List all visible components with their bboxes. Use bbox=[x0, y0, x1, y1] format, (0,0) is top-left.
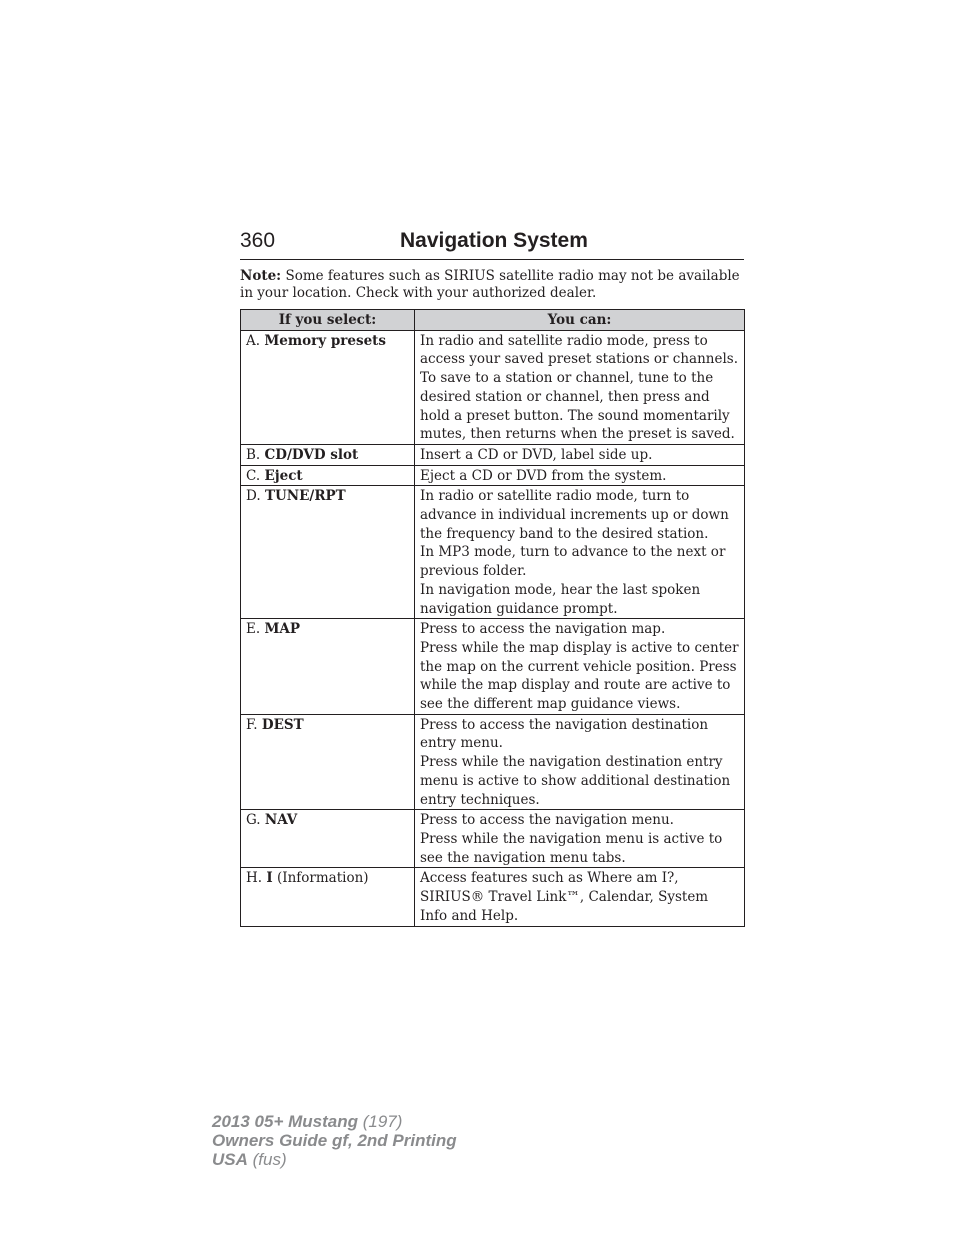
footer-guide: Owners Guide gf, 2nd Printing bbox=[212, 1131, 457, 1150]
control-letter: E. bbox=[246, 621, 261, 638]
action-description: Access features such as Where am I?, SIRIUS® Travel Link™, Calendar, System Info and Help. bbox=[420, 870, 709, 924]
control-name: MAP bbox=[264, 621, 301, 638]
table-row bbox=[241, 486, 745, 619]
action-description: Press while the navigation destination entry menu is active to show additional destination entry techniques. bbox=[420, 754, 731, 808]
control-cell bbox=[241, 486, 415, 619]
action-cell bbox=[415, 714, 745, 810]
footer-model: 2013 05+ Mustang bbox=[212, 1112, 358, 1131]
control-cell bbox=[241, 465, 415, 486]
note-text: Some features such as SIRIUS satellite radio may not be available in your location. Check with your authorized dealer. bbox=[240, 268, 740, 301]
control-cell bbox=[241, 444, 415, 465]
control-name-suffix: (Information) bbox=[277, 870, 369, 887]
action-cell bbox=[415, 619, 745, 715]
control-cell bbox=[241, 330, 415, 444]
action-description: Press to access the navigation map. bbox=[420, 621, 666, 638]
table-row bbox=[241, 619, 745, 715]
control-name: Memory presets bbox=[264, 332, 386, 349]
control-letter: H. bbox=[246, 870, 263, 887]
table-row bbox=[241, 444, 745, 465]
table-header-row bbox=[241, 310, 745, 331]
control-name: NAV bbox=[264, 812, 298, 829]
action-cell bbox=[415, 810, 745, 868]
footer-line-3 bbox=[212, 1150, 457, 1169]
control-name: I bbox=[266, 870, 273, 887]
control-letter: G. bbox=[246, 812, 261, 829]
control-name: TUNE/RPT bbox=[264, 488, 346, 505]
action-description: In radio and satellite radio mode, press to access your saved preset stations or channels. To save to a station or channel, tune to the desired station or channel, then press and hold a preset button. The sound momentarily mutes, then returns when the preset is saved. bbox=[420, 332, 739, 443]
control-letter: C. bbox=[246, 467, 261, 484]
action-description: Press to access the navigation destination entry menu. bbox=[420, 716, 709, 752]
control-cell bbox=[241, 810, 415, 868]
column-header-action: You can: bbox=[415, 310, 745, 331]
control-letter: A. bbox=[246, 332, 261, 349]
page-number: 360 bbox=[240, 229, 276, 252]
footer-model-code: (197) bbox=[362, 1112, 403, 1131]
table-row bbox=[241, 330, 745, 444]
action-description: Press while the navigation menu is active to see the navigation menu tabs. bbox=[420, 830, 723, 866]
footer-line-1 bbox=[212, 1112, 457, 1131]
control-name: CD/DVD slot bbox=[264, 446, 359, 463]
action-cell bbox=[415, 444, 745, 465]
table-body bbox=[241, 330, 745, 926]
note-paragraph bbox=[240, 268, 744, 302]
control-name: DEST bbox=[261, 716, 304, 733]
control-letter: B. bbox=[246, 446, 261, 463]
action-description: Insert a CD or DVD, label side up. bbox=[420, 446, 653, 463]
column-header-select: If you select: bbox=[241, 310, 415, 331]
table-row bbox=[241, 465, 745, 486]
control-cell bbox=[241, 868, 415, 926]
action-description: In navigation mode, hear the last spoken navigation guidance prompt. bbox=[420, 581, 701, 617]
action-description: In radio or satellite radio mode, turn to advance in individual increments up or down the frequency band to the desired station. bbox=[420, 488, 729, 542]
footer-market-code: (fus) bbox=[252, 1150, 287, 1169]
control-cell bbox=[241, 714, 415, 810]
action-cell bbox=[415, 486, 745, 619]
table-row bbox=[241, 714, 745, 810]
note-label: Note: bbox=[240, 268, 282, 284]
footer-market: USA bbox=[212, 1150, 248, 1169]
controls-table bbox=[240, 309, 745, 927]
table-row bbox=[241, 810, 745, 868]
section-title: Navigation System bbox=[400, 229, 588, 252]
action-cell bbox=[415, 465, 745, 486]
action-cell bbox=[415, 868, 745, 926]
control-letter: F. bbox=[246, 716, 258, 733]
action-description: Eject a CD or DVD from the system. bbox=[420, 467, 667, 484]
action-description: Press to access the navigation menu. bbox=[420, 812, 674, 829]
control-name: Eject bbox=[264, 467, 303, 484]
footer-line-2 bbox=[212, 1131, 457, 1150]
action-cell bbox=[415, 330, 745, 444]
page-footer bbox=[212, 1112, 457, 1169]
control-letter: D. bbox=[246, 488, 261, 505]
page-header bbox=[240, 229, 744, 260]
action-description: Press while the map display is active to center the map on the current vehicle position. Press while the map display and route are active to see the different map guidance views. bbox=[420, 639, 739, 713]
control-cell bbox=[241, 619, 415, 715]
action-description: In MP3 mode, turn to advance to the next or previous folder. bbox=[420, 544, 726, 580]
table-row bbox=[241, 868, 745, 926]
